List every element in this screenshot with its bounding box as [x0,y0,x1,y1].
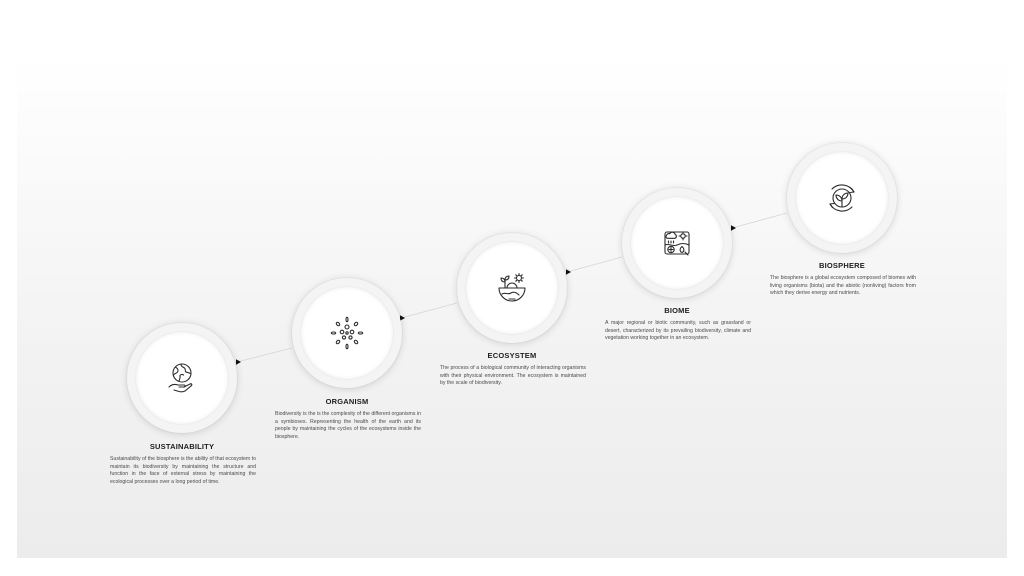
sustainability-title: SUSTAINABILITY [149,442,215,451]
biosphere-description: The biosphere is a global ecosystem composed of biomes with living organisms (biota) and the abiotic (nonliving) factors from which they derive energy and nutrients. [770,275,916,297]
biome-description: A major regional or biotic community, such as grassland or desert, characterized by its prevailing biodiversity, climate and vegetation working together in an ecosystem. [605,320,751,342]
ecosystem-node [457,233,567,343]
biome-node [622,188,732,298]
biosphere-cycle-icon [824,180,860,216]
ecosystem-title: ECOSYSTEM [487,351,537,360]
ecosystem-bowl-icon [494,270,530,306]
globe-hand-icon [164,360,200,396]
organism-node [292,278,402,388]
ecosystem-description: The process of a biological community of interacting organisms with their physical environment. The ecosystem is maintained by the scale of biodiversity. [440,365,586,387]
biome-map-icon [659,225,695,261]
organism-title: ORGANISM [325,397,369,406]
organism-description: Biodiversity is the is the complexity of the different organisms in a symbioses. Representing the health of the earth and its people by maintaining the cycles of the ecosystems inside the biosphere. [275,411,421,440]
biosphere-title: BIOSPHERE [819,261,865,270]
biosphere-node [787,143,897,253]
biome-title: BIOME [664,306,690,315]
sustainability-description: Sustainability of the biosphere is the ability of that ecosystem to maintain its biodiversity by maintaining the structure and function in the face of external stress by maintaining the ecological processes over a long period of time. [110,456,256,485]
sustainability-node [127,323,237,433]
cells-icon [329,315,365,351]
